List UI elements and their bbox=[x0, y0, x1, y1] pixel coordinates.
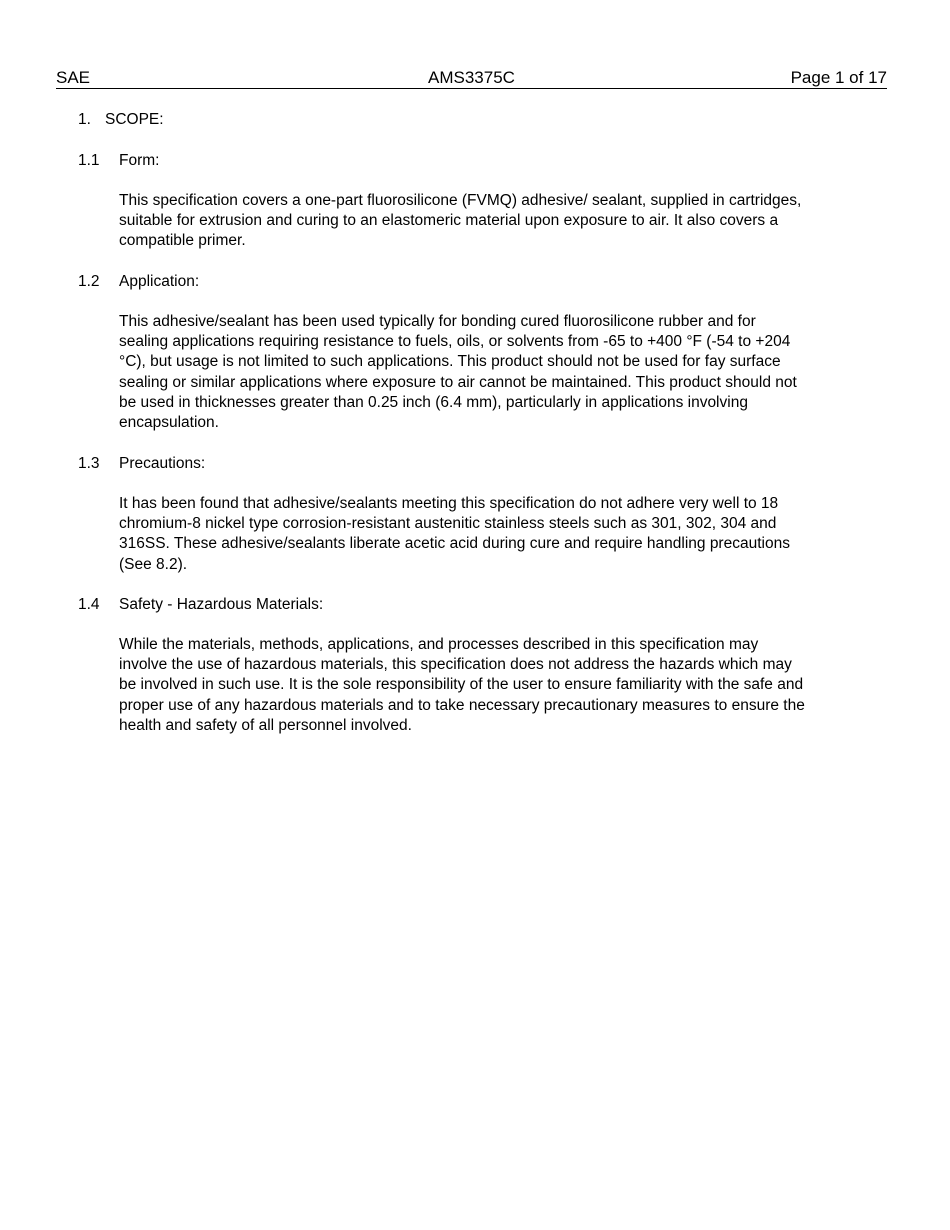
header-document-number: AMS3375C bbox=[428, 68, 515, 87]
page-header bbox=[56, 68, 887, 89]
paragraph-line: chromium-8 nickel type corrosion-resistant austenitic stainless steels such as 301, 302, 304 and bbox=[119, 515, 777, 533]
paragraph-line: While the materials, methods, applications, and processes described in this specification may bbox=[119, 636, 759, 653]
paragraph-line: compatible primer. bbox=[119, 232, 246, 250]
paragraph-line: be involved in such use. It is the sole responsibility of the user to ensure familiarity with the safe and bbox=[119, 676, 804, 694]
paragraph-form bbox=[119, 191, 879, 252]
paragraph-line: involve the use of hazardous materials, this specification does not address the hazards which may bbox=[119, 656, 792, 674]
header-page-number: Page 1 of 17 bbox=[790, 68, 887, 87]
header-organization: SAE bbox=[56, 68, 91, 87]
paragraph-line: health and safety of all personnel involved. bbox=[119, 716, 412, 734]
subsection-title: Precautions: bbox=[119, 455, 206, 472]
paragraph-line: suitable for extrusion and curing to an elastomeric material upon exposure to air. It also covers a bbox=[119, 212, 779, 230]
subsection-title: Form: bbox=[119, 152, 160, 169]
paragraph-line: sealing or similar applications where exposure to air cannot be maintained. This product should not bbox=[119, 373, 797, 391]
subsection-number: 1.3 bbox=[78, 455, 100, 472]
subsection-number: 1.2 bbox=[78, 273, 100, 290]
section-title: SCOPE: bbox=[105, 111, 164, 128]
paragraph-line: proper use of any hazardous materials and to take necessary precautionary measures to ensure the bbox=[119, 696, 805, 714]
paragraph-line: (See 8.2). bbox=[119, 555, 188, 573]
paragraph-line: °C), but usage is not limited to such applications. This product should not be used for fay surface bbox=[119, 353, 781, 371]
subsection-heading-safety bbox=[78, 595, 323, 615]
subsection-heading-form bbox=[78, 151, 159, 171]
paragraph-line: This specification covers a one-part fluorosilicone (FVMQ) adhesive/ sealant, supplied in cartridges, bbox=[119, 192, 802, 209]
section-number: 1. bbox=[78, 111, 91, 128]
subsection-heading-application bbox=[78, 272, 199, 292]
paragraph-safety bbox=[119, 635, 879, 736]
paragraph-line: It has been found that adhesive/sealants meeting this specification do not adhere very well to 18 bbox=[119, 495, 779, 512]
subsection-title: Safety - Hazardous Materials: bbox=[119, 596, 324, 613]
paragraph-line: 316SS. These adhesive/sealants liberate acetic acid during cure and require handling precautions bbox=[119, 535, 790, 553]
paragraph-precautions bbox=[119, 494, 879, 575]
subsection-number: 1.1 bbox=[78, 152, 100, 169]
section-heading-scope bbox=[78, 110, 164, 130]
subsection-title: Application: bbox=[119, 273, 200, 290]
paragraph-line: This adhesive/sealant has been used typically for bonding cured fluorosilicone rubber and for bbox=[119, 313, 756, 330]
subsection-heading-precautions bbox=[78, 454, 205, 474]
subsection-number: 1.4 bbox=[78, 596, 100, 613]
paragraph-line: encapsulation. bbox=[119, 414, 219, 432]
paragraph-line: be used in thicknesses greater than 0.25 inch (6.4 mm), particularly in applications involving bbox=[119, 393, 748, 411]
paragraph-line: sealing applications requiring resistance to fuels, oils, or solvents from -65 to +400 °F (-54 to +204 bbox=[119, 333, 791, 351]
paragraph-application bbox=[119, 312, 879, 433]
